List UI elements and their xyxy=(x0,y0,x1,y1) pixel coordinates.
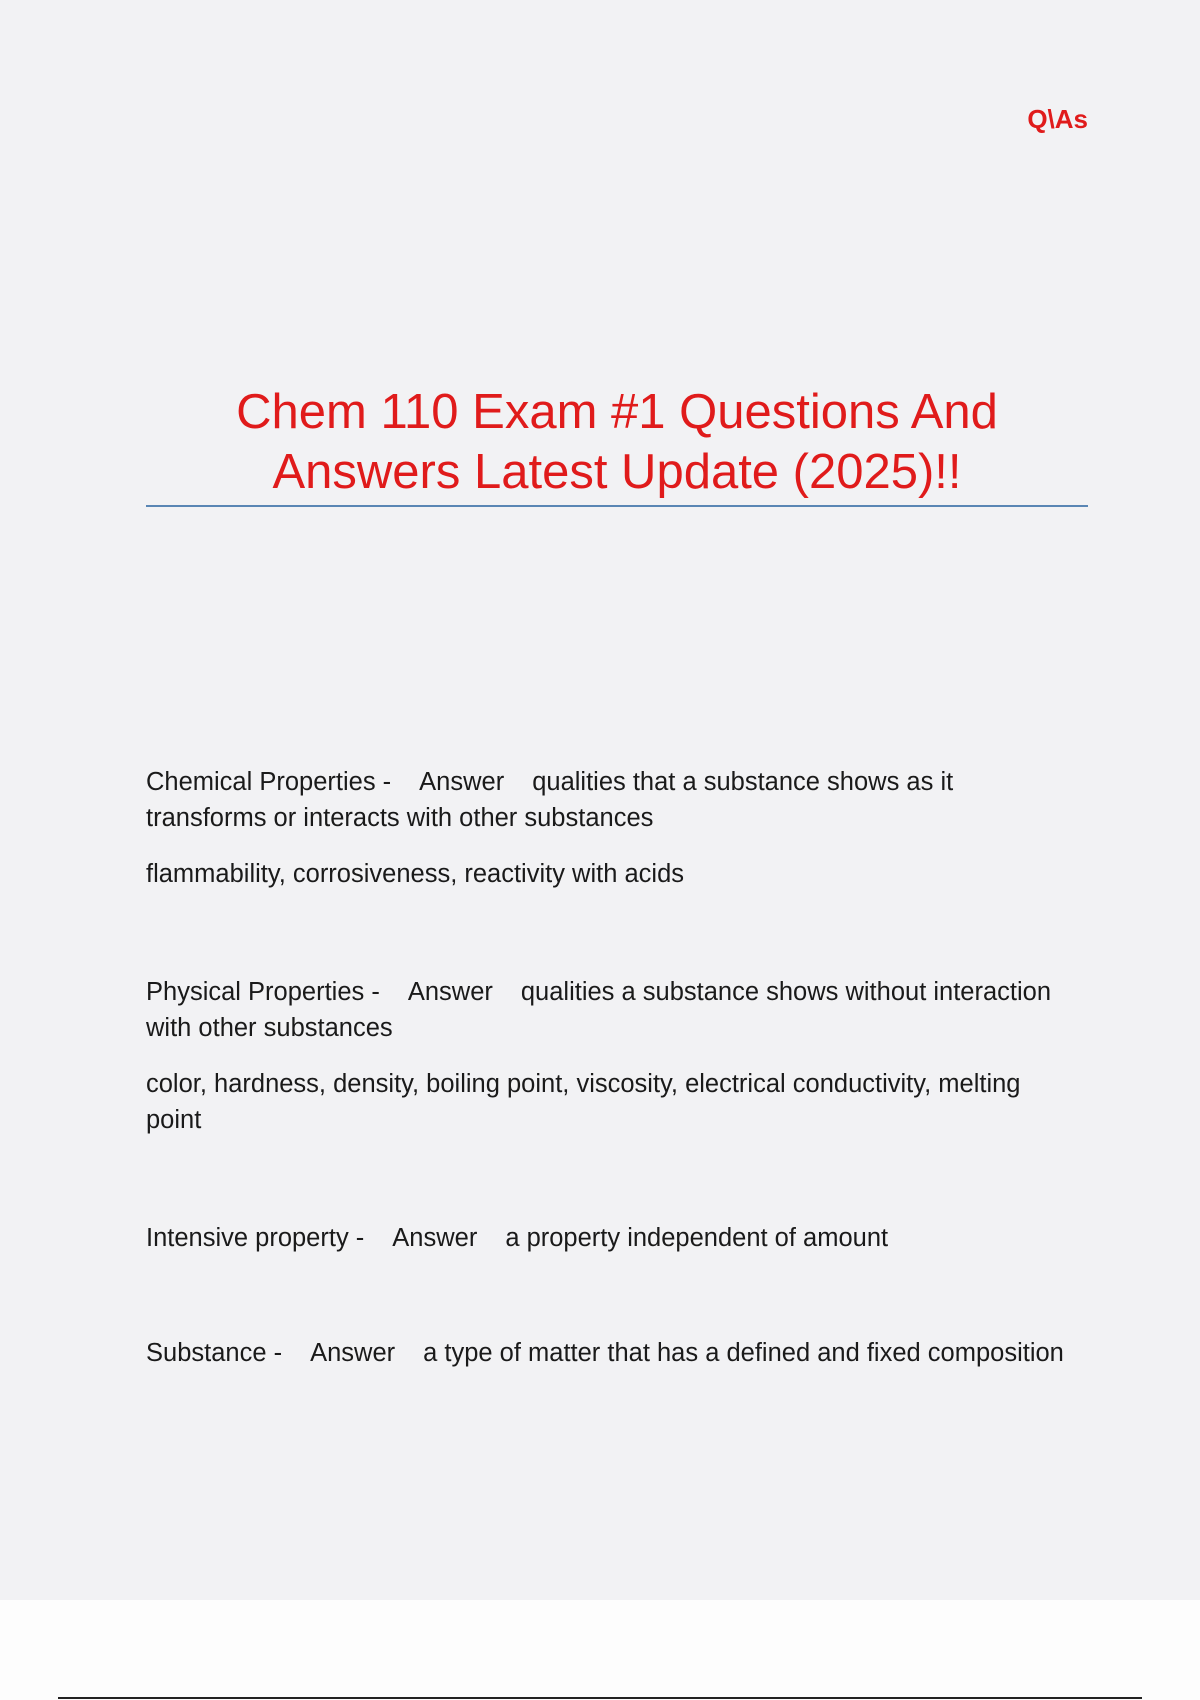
title-divider xyxy=(146,505,1088,507)
qa-answer-label: Answer xyxy=(407,978,493,1006)
document-title: Chem 110 Exam #1 Questions And Answers Latest Update (2025)!! xyxy=(236,385,998,499)
footer-divider xyxy=(58,1697,1142,1699)
qa-definition: qualities a substance shows without interaction with other substances xyxy=(146,978,1052,1042)
qa-definition: qualities that a substance shows as it transforms or interacts with other substances xyxy=(146,768,954,832)
qa-question-line xyxy=(146,1335,1076,1371)
qa-term: Physical Properties - xyxy=(146,978,380,1006)
header-tag: Q\As xyxy=(1027,104,1088,134)
qa-answer-label: Answer xyxy=(419,768,505,796)
qa-question-line xyxy=(146,974,1076,1046)
qa-question-line xyxy=(146,1220,1076,1256)
qa-detail: flammability, corrosiveness, reactivity with acids xyxy=(146,860,685,888)
qa-term: Chemical Properties - xyxy=(146,768,392,796)
qa-definition: a type of matter that has a defined and fixed composition xyxy=(423,1339,1064,1367)
qa-question-line xyxy=(146,764,1076,836)
qa-answer-label: Answer xyxy=(310,1339,396,1367)
qa-term: Intensive property - xyxy=(146,1224,365,1252)
qa-term: Substance - xyxy=(146,1339,283,1367)
qa-entry xyxy=(146,1335,1076,1371)
qa-entry xyxy=(146,974,1076,1138)
qa-definition: a property independent of amount xyxy=(505,1224,889,1252)
qa-answer-label: Answer xyxy=(392,1224,478,1252)
qa-entry xyxy=(146,764,1076,892)
qa-detail: color, hardness, density, boiling point, viscosity, electrical conductivity, melting point xyxy=(146,1070,1021,1134)
qa-entry xyxy=(146,1220,1076,1256)
